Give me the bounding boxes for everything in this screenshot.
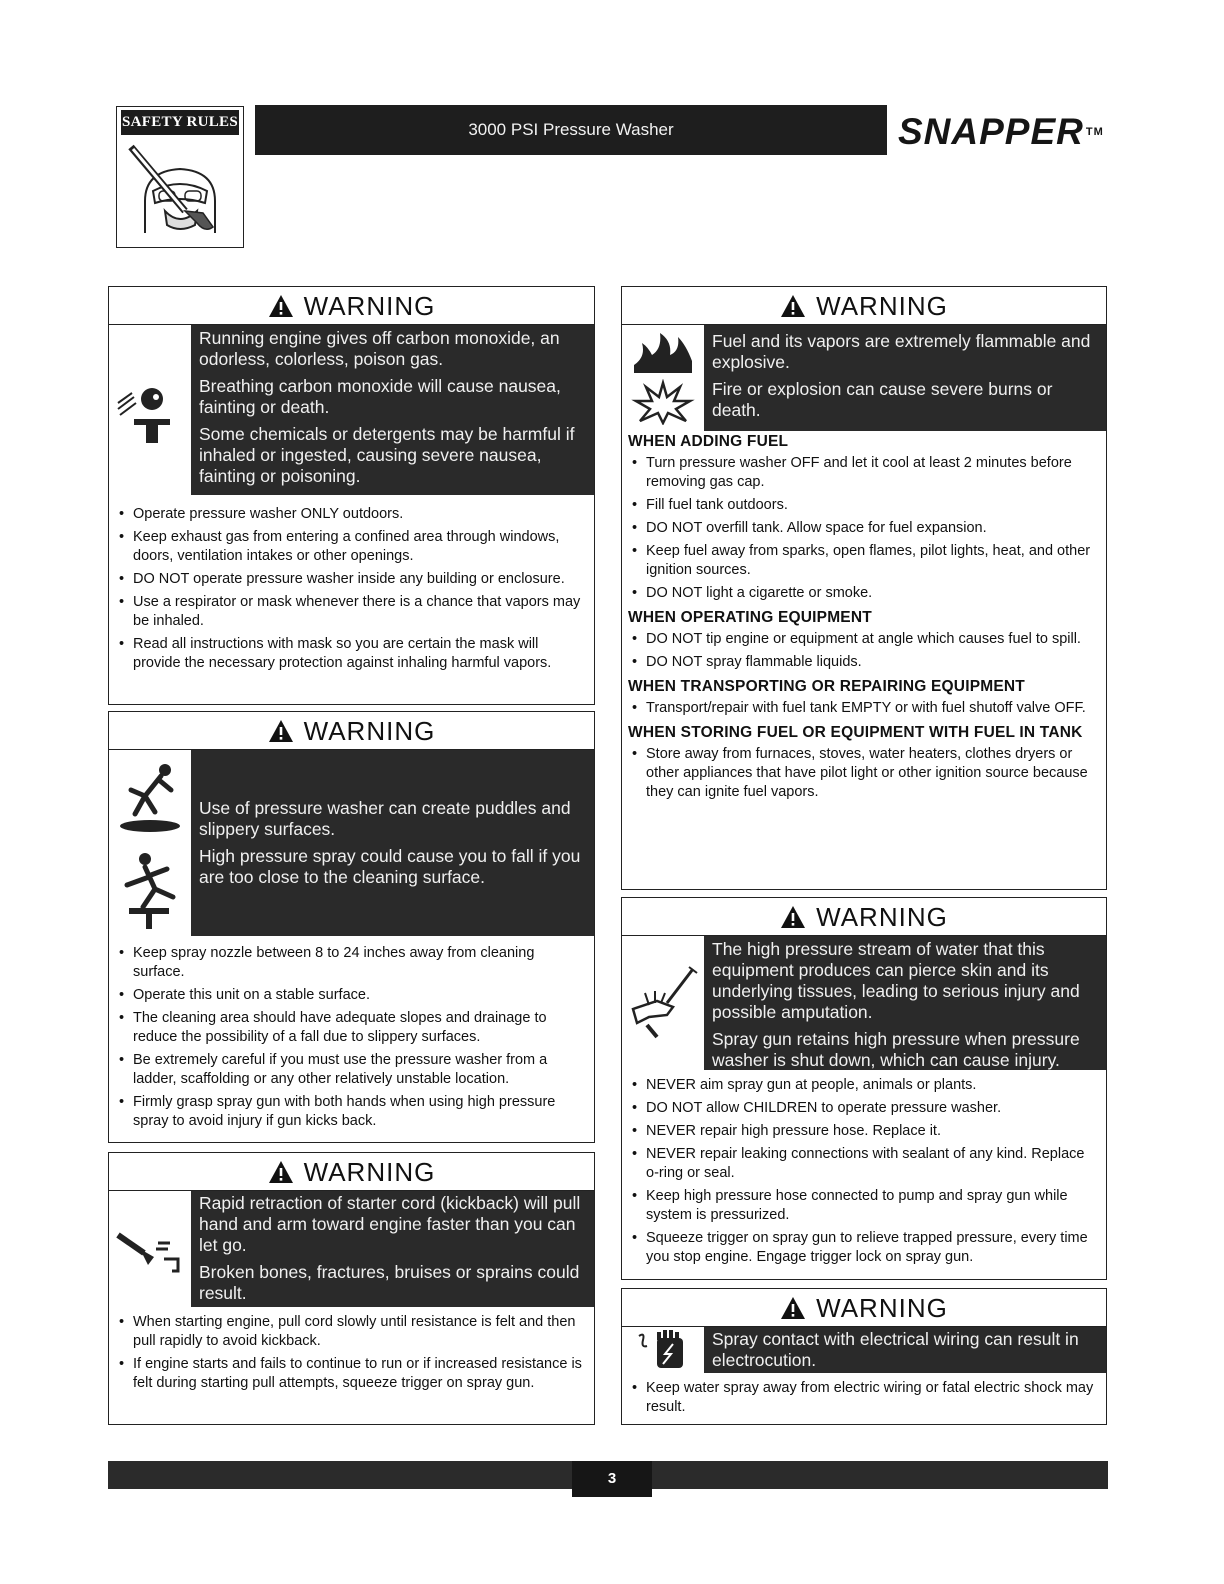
warning-header bbox=[109, 1153, 594, 1191]
list-item: • DO NOT spray flammable liquids. bbox=[628, 653, 1100, 672]
explosion-icon bbox=[630, 379, 696, 425]
warning-triangle-icon bbox=[780, 905, 806, 929]
warning-triangle-icon bbox=[268, 1160, 294, 1184]
page-number: 3 bbox=[572, 1461, 652, 1497]
list-item: • Use a respirator or mask whenever there is a chance that vapors may be inhaled. bbox=[115, 593, 588, 631]
instruction-list bbox=[622, 452, 1106, 603]
hazard-statement: Broken bones, fractures, bruises or sprains could result. bbox=[199, 1262, 580, 1303]
hazard-description bbox=[704, 936, 1106, 1070]
list-item: • Keep high pressure hose connected to pump and spray gun while system is pressurized. bbox=[628, 1187, 1100, 1225]
instruction-list bbox=[622, 697, 1106, 718]
warning-header bbox=[109, 287, 594, 325]
warning-title: WARNING bbox=[303, 715, 436, 746]
list-item: • Operate pressure washer ONLY outdoors. bbox=[115, 505, 588, 524]
toxic-fumes-pictogram bbox=[109, 325, 191, 495]
hazard-statement: Rapid retraction of starter cord (kickback) will pull hand and arm toward engine faster than you can let go. bbox=[199, 1193, 581, 1255]
instruction-list bbox=[109, 936, 594, 1139]
list-item: • DO NOT light a cigarette or smoke. bbox=[628, 584, 1100, 603]
electric-shock-hand-icon bbox=[633, 1328, 693, 1372]
instruction-list bbox=[109, 1307, 594, 1401]
safety-gear-icon bbox=[125, 141, 235, 241]
trademark-mark: TM bbox=[1085, 126, 1104, 138]
warning-triangle-icon bbox=[780, 294, 806, 318]
fire-explosion-pictogram bbox=[622, 325, 704, 431]
fire-icon bbox=[630, 331, 696, 375]
hazard-statement: Breathing carbon monoxide will cause nausea, fainting or death. bbox=[199, 376, 561, 417]
hazard-description bbox=[191, 325, 594, 495]
list-item: • Keep fuel away from sparks, open flames, pilot lights, heat, and other ignition sources. bbox=[628, 542, 1100, 580]
section-heading: WHEN TRANSPORTING OR REPAIRING EQUIPMENT bbox=[628, 678, 1025, 695]
slip-on-puddle-icon bbox=[115, 756, 185, 834]
safety-rules-badge bbox=[116, 106, 244, 248]
kickback-pictogram bbox=[109, 1191, 191, 1307]
warning-high-pressure bbox=[621, 897, 1107, 1280]
warning-title: WARNING bbox=[303, 290, 436, 321]
spray-hand-injury-icon bbox=[627, 963, 699, 1043]
list-item: • Transport/repair with fuel tank EMPTY or with fuel shutoff valve OFF. bbox=[628, 699, 1100, 718]
brand-logo bbox=[898, 112, 1104, 152]
hazard-description bbox=[704, 1327, 1106, 1373]
list-item: • Squeeze trigger on spray gun to relieve trapped pressure, every time you stop engine. Engage trigger lock on spray gun. bbox=[628, 1229, 1100, 1267]
list-item: • DO NOT allow CHILDREN to operate pressure washer. bbox=[628, 1099, 1100, 1118]
document-title-bar: 3000 PSI Pressure Washer bbox=[255, 105, 887, 155]
warning-header bbox=[622, 1289, 1106, 1327]
kickback-arm-icon bbox=[114, 1219, 186, 1279]
instruction-list bbox=[622, 1070, 1106, 1275]
list-item: • Keep exhaust gas from entering a confined area through windows, doors, ventilation intakes or other openings. bbox=[115, 528, 588, 566]
hazard-statement: Fuel and its vapors are extremely flammable and explosive. bbox=[712, 331, 1091, 372]
warning-title: WARNING bbox=[303, 1156, 436, 1187]
warning-title: WARNING bbox=[816, 1292, 948, 1323]
list-item: • Be extremely careful if you must use the pressure washer from a ladder, scaffolding or any other relatively unstable location. bbox=[115, 1051, 588, 1089]
list-item: • NEVER aim spray gun at people, animals or plants. bbox=[628, 1076, 1100, 1095]
fall-icon bbox=[115, 845, 185, 931]
instruction-list bbox=[622, 1373, 1106, 1425]
list-item: • NEVER repair high pressure hose. Replace it. bbox=[628, 1122, 1100, 1141]
warning-header bbox=[622, 287, 1106, 325]
hazard-description bbox=[191, 750, 594, 936]
section-heading: WHEN OPERATING EQUIPMENT bbox=[628, 609, 872, 626]
list-item: • DO NOT overfill tank. Allow space for fuel expansion. bbox=[628, 519, 1100, 538]
brand-name: SNAPPER bbox=[898, 111, 1084, 152]
list-item: • DO NOT tip engine or equipment at angle which causes fuel to spill. bbox=[628, 630, 1100, 649]
instruction-list bbox=[622, 743, 1106, 802]
hazard-statement: Fire or explosion can cause severe burns or death. bbox=[712, 379, 1053, 420]
instruction-list bbox=[622, 628, 1106, 672]
warning-title: WARNING bbox=[816, 290, 948, 321]
list-item: • The cleaning area should have adequate slopes and drainage to reduce the possibility of a fall due to slippery surfaces. bbox=[115, 1009, 588, 1047]
warning-slippery-surface bbox=[108, 711, 595, 1143]
list-item: • DO NOT operate pressure washer inside any building or enclosure. bbox=[115, 570, 588, 589]
hazard-statement: Spray gun retains high pressure when pressure washer is shut down, which can cause injury. bbox=[712, 1029, 1080, 1070]
warning-electrocution bbox=[621, 1288, 1107, 1425]
list-item: • Store away from furnaces, stoves, water heaters, clothes dryers or other appliances that have pilot light or other ignition source because they can ignite fuel vapors. bbox=[628, 745, 1100, 802]
section-heading: WHEN ADDING FUEL bbox=[628, 433, 789, 450]
list-item: • Keep water spray away from electric wiring or fatal electric shock may result. bbox=[628, 1379, 1100, 1417]
hazard-description bbox=[704, 325, 1106, 431]
warning-triangle-icon bbox=[780, 1296, 806, 1320]
hazard-statement: Some chemicals or detergents may be harmful if inhaled or ingested, causing severe nausea, fainting or poisoning. bbox=[199, 424, 575, 486]
hazard-description bbox=[191, 1191, 594, 1307]
instruction-list bbox=[109, 495, 594, 681]
warning-carbon-monoxide bbox=[108, 286, 595, 705]
electric-shock-pictogram bbox=[622, 1327, 704, 1373]
warning-triangle-icon bbox=[268, 294, 294, 318]
toxic-fumes-icon bbox=[114, 375, 186, 445]
list-item: • Keep spray nozzle between 8 to 24 inches away from cleaning surface. bbox=[115, 944, 588, 982]
list-item: • Operate this unit on a stable surface. bbox=[115, 986, 588, 1005]
warning-kickback bbox=[108, 1152, 595, 1425]
skin-injection-pictogram bbox=[622, 936, 704, 1070]
warning-triangle-icon bbox=[268, 719, 294, 743]
warning-header bbox=[109, 712, 594, 750]
list-item: • Turn pressure washer OFF and let it cool at least 2 minutes before removing gas cap. bbox=[628, 454, 1100, 492]
warning-fuel-flammable bbox=[621, 286, 1107, 890]
section-heading: WHEN STORING FUEL OR EQUIPMENT WITH FUEL IN TANK bbox=[628, 724, 1083, 741]
slip-fall-pictogram bbox=[109, 750, 191, 936]
list-item: • NEVER repair leaking connections with sealant of any kind. Replace o-ring or seal. bbox=[628, 1145, 1100, 1183]
list-item: • Fill fuel tank outdoors. bbox=[628, 496, 1100, 515]
warning-title: WARNING bbox=[816, 901, 948, 932]
warning-header bbox=[622, 898, 1106, 936]
hazard-statement: Use of pressure washer can create puddles and slippery surfaces. bbox=[199, 798, 571, 839]
hazard-statement: Spray contact with electrical wiring can result in electrocution. bbox=[712, 1329, 1079, 1370]
list-item: • Read all instructions with mask so you are certain the mask will provide the necessary protection against inhaling harmful vapors. bbox=[115, 635, 588, 673]
list-item: • Firmly grasp spray gun with both hands when using high pressure spray to avoid injury if gun kicks back. bbox=[115, 1093, 588, 1131]
hazard-statement: High pressure spray could cause you to fall if you are too close to the cleaning surface. bbox=[199, 846, 581, 887]
safety-rules-label: SAFETY RULES bbox=[121, 110, 239, 135]
list-item: • If engine starts and fails to continue to run or if increased resistance is felt during starting pull attempts, squeeze trigger on spray gun. bbox=[115, 1355, 588, 1393]
list-item: • When starting engine, pull cord slowly until resistance is felt and then pull rapidly to avoid kickback. bbox=[115, 1313, 588, 1351]
hazard-statement: The high pressure stream of water that this equipment produces can pierce skin and its underlying tissues, leading to serious injury and possible amputation. bbox=[712, 939, 1080, 1022]
hazard-statement: Running engine gives off carbon monoxide, an odorless, colorless, poison gas. bbox=[199, 328, 560, 369]
